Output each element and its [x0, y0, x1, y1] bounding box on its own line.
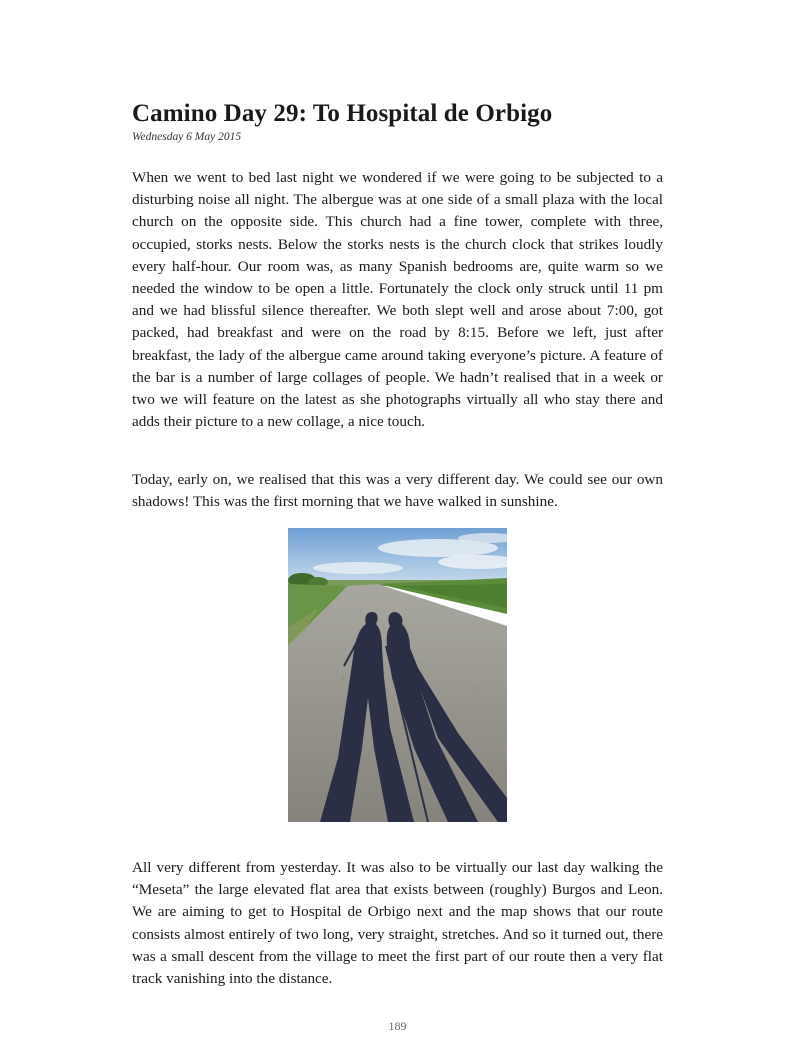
body-paragraph: Today, early on, we realised that this was a very different day. We could see our own shadows! This was the first morning that we have walked in sunshine.: [132, 471, 663, 511]
body-paragraph: All very different from yesterday. It was also to be virtually our last day walking the “Meseta” the large elevated flat area that exists between (roughly) Burgos and Leon. We are aiming to get to Hospital de Orbigo next and the map shows that our route consists almost entirely of two long, very straight, stretches. And so it turned out, there was a small descent from the village to meet the first part of our route then a very flat track vanishing into the distance.: [132, 859, 663, 988]
body-paragraph: When we went to bed last night we wondered if we were going to be subjected to a disturbing noise all night. The albergue was at one side of a small plaza with the local church on the opposite side. This church had a fine tower, complete with three, occupied, storks nests. Below the storks nests is the church clock that strikes loudly every half-hour. Our room was, as many Spanish bedrooms are, quite warm so we needed the window to be open a little. Fortunately the clock only struck until 11 pm and we had blissful silence thereafter. We both slept well and arose about 7:00, got packed, had breakfast and were on the road by 8:15. Before we left, just after breakfast, the lady of the albergue came around taking everyone’s picture. A feature of the bar is a number of large collages of people. We hadn’t realised that in a week or two we will feature on the latest as she photographs virtually all who stay there and adds their picture to a new collage, a nice touch.: [132, 169, 663, 431]
post-date: Wednesday 6 May 2015: [132, 131, 242, 143]
cloud: [313, 562, 403, 574]
shadows-photo: [288, 528, 507, 822]
page-title: Camino Day 29: To Hospital de Orbigo: [132, 100, 553, 127]
page-number: 189: [388, 1019, 407, 1033]
